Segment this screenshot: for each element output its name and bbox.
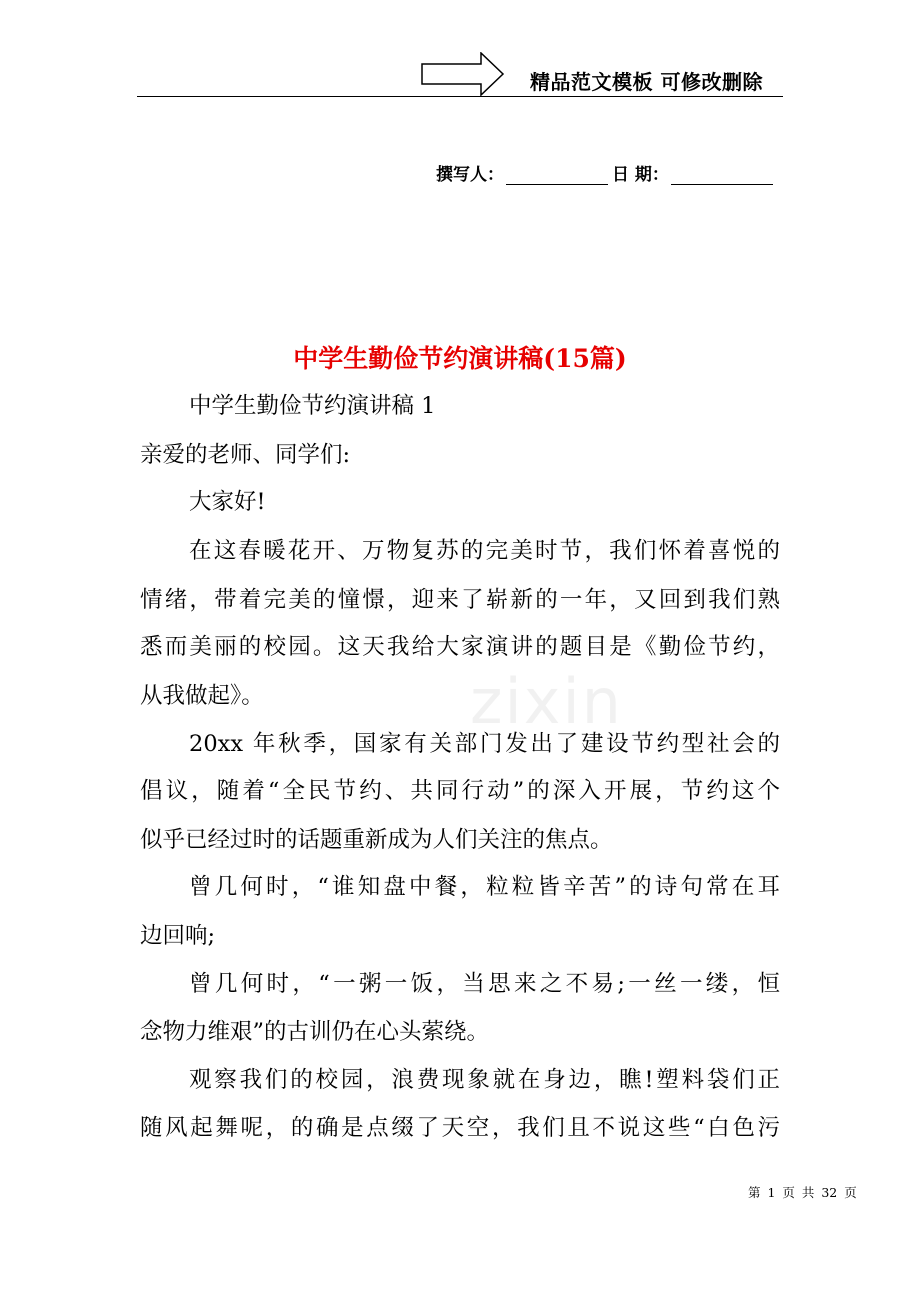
- paragraph-line: 悉而美丽的校园。这天我给大家演讲的题目是《勤俭节约，: [140, 634, 780, 660]
- section-heading: 中学生勤俭节约演讲稿 1: [189, 393, 436, 419]
- paragraph-line: 曾几何时，“谁知盘中餐，粒粒皆辛苦”的诗句常在耳: [189, 874, 780, 900]
- greeting: 大家好!: [189, 489, 266, 515]
- paragraph-line: 倡议，随着“全民节约、共同行动”的深入开展，节约这个: [140, 778, 780, 804]
- paragraph-line: 20xx 年秋季，国家有关部门发出了建设节约型社会的: [189, 731, 780, 757]
- paragraph-line: 念物力维艰”的古训仍在心头萦绕。: [140, 1019, 490, 1045]
- document-title: 中学生勤俭节约演讲稿(15篇): [293, 344, 627, 373]
- salutation: 亲爱的老师、同学们:: [140, 442, 351, 468]
- author-label: 撰写人：: [436, 165, 504, 185]
- paragraph-line: 情绪，带着完美的憧憬，迎来了崭新的一年，又回到我们熟: [140, 587, 780, 613]
- paragraph-line: 随风起舞呢，的确是点缀了天空，我们且不说这些“白色污: [140, 1115, 780, 1141]
- header-divider: [137, 96, 783, 97]
- date-label: 日 期：: [612, 165, 669, 185]
- paragraph-line: 在这春暖花开、万物复苏的完美时节，我们怀着喜悦的: [189, 538, 780, 564]
- signature-row: [436, 160, 777, 185]
- paragraph-line: 观察我们的校园，浪费现象就在身边，瞧!塑料袋们正: [189, 1067, 780, 1093]
- page-number: 第 1 页 共 32 页: [748, 1185, 857, 1200]
- paragraph-line: 从我做起》。: [140, 683, 264, 709]
- paragraph-line: 似乎已经过时的话题重新成为人们关注的焦点。: [140, 827, 613, 853]
- header-title: 精品范文模板 可修改删除: [530, 70, 763, 94]
- right-arrow-outline-icon: [421, 52, 505, 96]
- paragraph-line: 曾几何时，“一粥一饭，当思来之不易;一丝一缕，恒: [189, 971, 780, 997]
- author-blank-field[interactable]: [506, 164, 608, 185]
- paragraph-line: 边回响;: [140, 923, 216, 949]
- watermark: zixin: [470, 665, 623, 738]
- date-blank-field[interactable]: [671, 164, 773, 185]
